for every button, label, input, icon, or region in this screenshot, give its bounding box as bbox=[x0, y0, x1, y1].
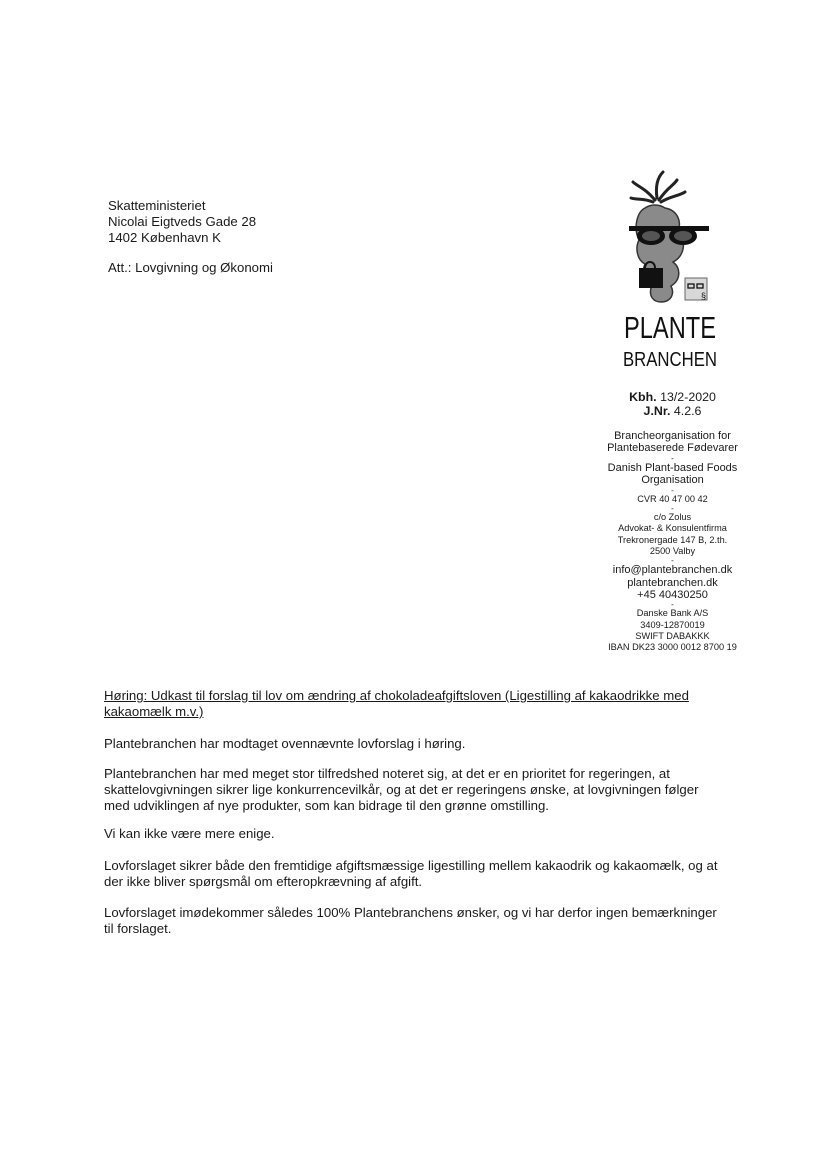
logo-word-plante: PLANTE bbox=[624, 310, 716, 345]
document-icon bbox=[685, 278, 707, 301]
body-paragraph-2: Plantebranchen har med meget stor tilfredshed noteret sig, at det er en prioritet for regeringen, at skattelovgivningen sikrer lige konkurrencevilkår, og at det er regeringens ønske, at lovgivningen følger med udviklingen af nye produkter, som kan bidrage til den grønne omstilling. bbox=[104, 766, 699, 813]
recipient-name: Skatteministeriet bbox=[108, 198, 206, 213]
org-name-en-1: Danish Plant-based Foods bbox=[607, 461, 738, 474]
contact-email: info@plantebranchen.dk bbox=[612, 564, 733, 577]
separator: - bbox=[671, 600, 674, 610]
contact-web: plantebranchen.dk bbox=[627, 576, 718, 589]
paragraph-sign: § bbox=[701, 291, 707, 301]
contact-phone: +45 40430250 bbox=[637, 588, 708, 601]
co-line-4: 2500 Valby bbox=[649, 545, 696, 556]
org-name-en-2: Organisation bbox=[641, 474, 704, 487]
separator: - bbox=[671, 453, 674, 463]
body-paragraph-4: Lovforslaget sikrer både den fremtidige afgiftsmæssige ligestilling mellem kakaodrik og kakaomælk, og at der ikke bliver spørgsmål om efteropkrævning af afgift. bbox=[104, 858, 718, 889]
recipient-address bbox=[108, 198, 256, 246]
bank-name: Danske Bank A/S bbox=[636, 608, 709, 619]
attention-line: Att.: Lovgivning og Økonomi bbox=[108, 260, 273, 275]
bank-account: 3409-12870019 bbox=[640, 619, 705, 630]
place-label: Kbh. bbox=[629, 390, 657, 404]
logo-word-branchen: BRANCHEN bbox=[623, 349, 717, 371]
cvr-number: CVR 40 47 00 42 bbox=[637, 493, 708, 504]
recipient-city: 1402 København K bbox=[108, 230, 221, 245]
body-paragraph-3: Vi kan ikke være mere enige. bbox=[104, 826, 275, 841]
plantebranchen-logo bbox=[615, 168, 725, 378]
co-line-1: c/o Zolus bbox=[653, 511, 692, 522]
date-line bbox=[590, 390, 755, 404]
journal-line bbox=[590, 404, 755, 418]
jnr-label: J.Nr. bbox=[643, 404, 671, 418]
co-line-2: Advokat- & Konsulentfirma bbox=[618, 523, 727, 534]
letter-date: 13/2-2020 bbox=[660, 390, 716, 404]
body-paragraph-5: Lovforslaget imødekommer således 100% Plantebranchens ønsker, og vi har derfor ingen bemærkninger til forslaget. bbox=[104, 905, 717, 936]
bank-iban: IBAN DK23 3000 0012 8700 19 bbox=[608, 642, 737, 653]
separator: - bbox=[671, 556, 674, 566]
separator: - bbox=[671, 485, 674, 495]
sender-info-column bbox=[590, 390, 755, 654]
bank-swift: SWIFT DABAKKK bbox=[635, 630, 710, 641]
subject-line: Høring: Udkast til forslag til lov om ændring af chokoladeafgiftsloven (Ligestilling af kakaodrikke med kakaomælk m.v.) bbox=[104, 688, 689, 719]
org-name-da-1: Brancheorganisation for bbox=[614, 430, 731, 442]
jnr-value: 4.2.6 bbox=[673, 404, 702, 418]
recipient-street: Nicolai Eigtveds Gade 28 bbox=[108, 214, 257, 229]
sprout-icon bbox=[631, 172, 685, 202]
co-line-3: Trekronergade 147 B, 2.th. bbox=[617, 534, 728, 545]
body-paragraph-1: Plantebranchen har modtaget ovennævnte lovforslag i høring. bbox=[104, 736, 466, 751]
logo-illustration bbox=[615, 168, 725, 378]
separator: - bbox=[671, 503, 674, 513]
org-name-da-2: Plantebaserede Fødevarer bbox=[607, 442, 738, 455]
